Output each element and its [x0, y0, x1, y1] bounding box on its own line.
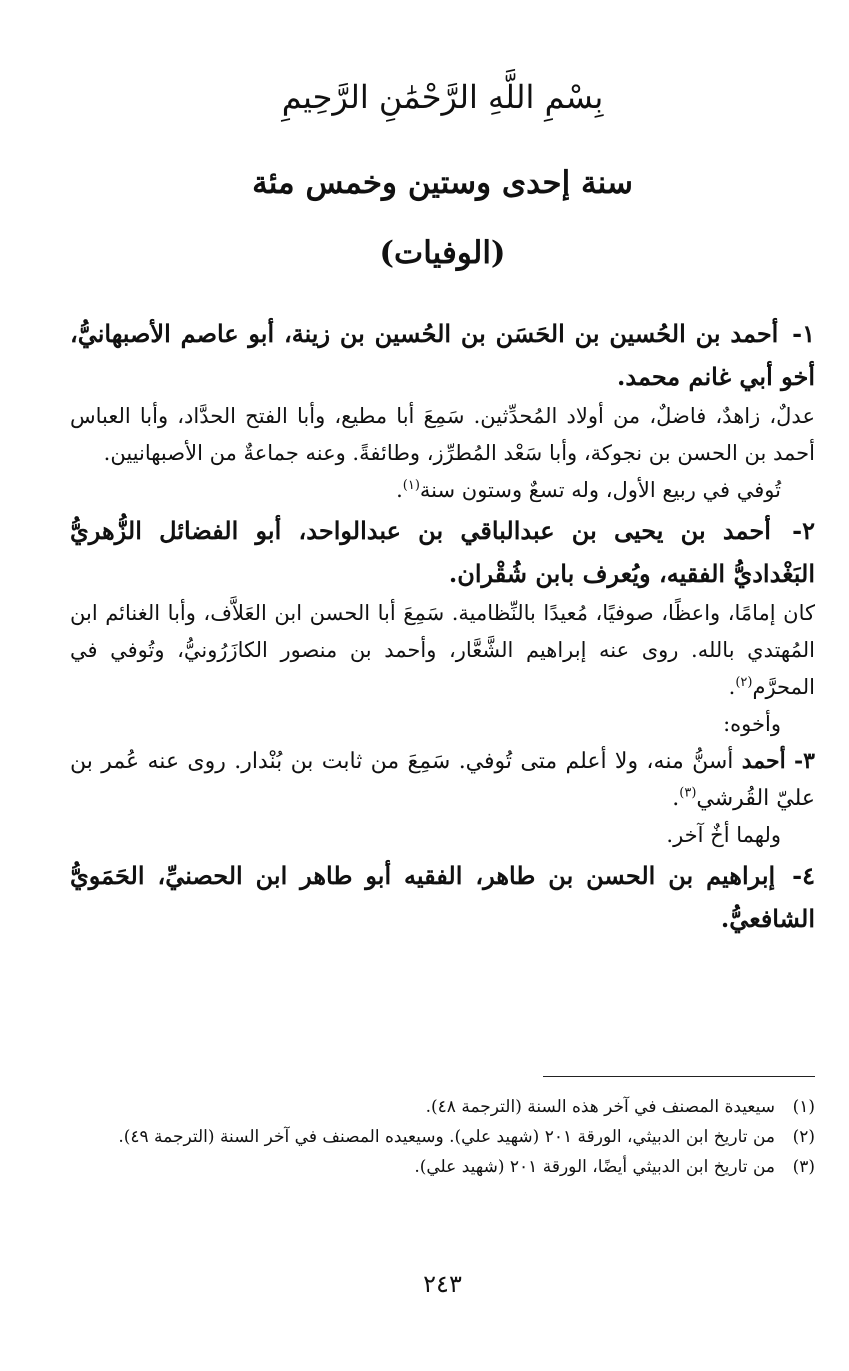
footnote [70, 1152, 815, 1182]
footnote-marker[interactable]: (٣) [679, 785, 697, 801]
footnotes [70, 1092, 815, 1182]
page-number: ٢٤٣ [423, 1270, 462, 1298]
entry-1-death-line: تُوفي في ربيع الأول، وله تسعٌ وستون سنة$^{(١)}$. [396, 478, 781, 502]
entry-1-heading [70, 312, 815, 398]
biographies-body [70, 312, 815, 940]
entry-number: ٣- [794, 748, 815, 774]
death-text: تُوفي في ربيع الأول، وله تسعٌ وستون سنة [419, 478, 781, 502]
entry-number: ٤- [792, 861, 815, 890]
entry-name: إبراهيم بن الحسن بن طاهر، الفقيه أبو طاهر ابن الحصنيِّ، الحَمَويُّ الشافعيُّ. [70, 861, 815, 933]
entry-3-paragraph: ٣- أحمد أسنُّ منه، ولا أعلم متى تُوفي. سَمِعَ من ثابت بن بُنْدار. روى عنه عُمر بن عليّ القُرشي$^{(٣)}$. [70, 748, 815, 811]
entry-3-text: أسنُّ منه، ولا أعلم متى تُوفي. سَمِعَ من ثابت بن بُنْدار. روى عنه عُمر بن عليّ القُرشي [70, 749, 815, 811]
footnote-text: سيعيدة المصنف في آخر هذه السنة (الترجمة ٤٨). [425, 1097, 775, 1117]
brother-line: وأخوه: [723, 712, 781, 736]
entry-name: أحمد بن يحيى بن عبدالباقي بن عبدالواحد، أبو الفضائل الزُّهريُّ البَغْداديُّ الفقيه، ويُعرف بابن شُقْران. [70, 516, 815, 588]
footnote-number: (٣) [792, 1157, 815, 1177]
entry-number: ١- [792, 319, 816, 348]
footnote-text: من تاريخ ابن الدبيثي أيضًا، الورقة ٢٠١ (شهيد علي). [414, 1157, 775, 1177]
entry-2-paragraph: كان إمامًا، واعظًا، صوفيًا، مُعيدًا بالنِّظامية. سَمِعَ أبا الحسن ابن العَلاَّف، وأبا الغنائم ابن المُهتدي بالله. روى عنه إبراهيم الشَّعَّار، وأحمد بن منصور الكازَرُونيُّ، وتُوفي في المحرَّم$^{(٢)}$. [70, 601, 815, 699]
another-brother-line: ولهما أخٌ آخر. [666, 823, 781, 847]
entry-name: أحمد بن الحُسين بن الحَسَن بن الحُسين بن زينة، أبو عاصم الأصبهانيُّ، أخو أبي غانم محمد. [70, 319, 815, 391]
entry-number: ٢- [792, 516, 815, 545]
entry-name: أحمد [741, 748, 786, 774]
footnote-number: (٢) [792, 1127, 815, 1147]
footnote-divider [543, 1076, 815, 1077]
entry-2-heading [70, 509, 815, 595]
footnote [70, 1122, 815, 1152]
entry-2-text: كان إمامًا، واعظًا، صوفيًا، مُعيدًا بالنِّظامية. سَمِعَ أبا الحسن ابن العَلاَّف، وأبا الغنائم ابن المُهتدي بالله. روى عنه إبراهيم الشَّعَّار، وأحمد بن منصور الكازَرُونيُّ، وتُوفي في المحرَّم [70, 601, 815, 699]
footnote-number: (١) [792, 1097, 815, 1117]
section-title: (الوفيات) [379, 235, 506, 271]
entry-1-paragraph: عدلٌ، زاهدٌ، فاضلٌ، من أولاد المُحدِّثين. سَمِعَ أبا مطيع، وأبا الفتح الحدَّاد، وأبا العباس أحمد بن الحسن بن نجوكة، وأبا سَعْد المُطرِّز، وطائفةً. وعنه جماعةٌ من الأصبهانيين. [70, 404, 815, 465]
footnote [70, 1092, 815, 1122]
footnote-text: من تاريخ ابن الدبيثي، الورقة ٢٠١ (شهيد علي). وسيعيده المصنف في آخر السنة (الترجمة ٤٩). [118, 1127, 775, 1147]
footnote-marker[interactable]: (١) [402, 478, 420, 493]
entry-4-heading [70, 854, 815, 940]
year-title: سنة إحدى وستين وخمس مئة [252, 165, 633, 201]
book-page [70, 0, 815, 1371]
basmala: بِسْمِ اللَّهِ الرَّحْمَٰنِ الرَّحِيمِ [281, 78, 604, 116]
footnote-marker[interactable]: (٢) [735, 675, 753, 690]
